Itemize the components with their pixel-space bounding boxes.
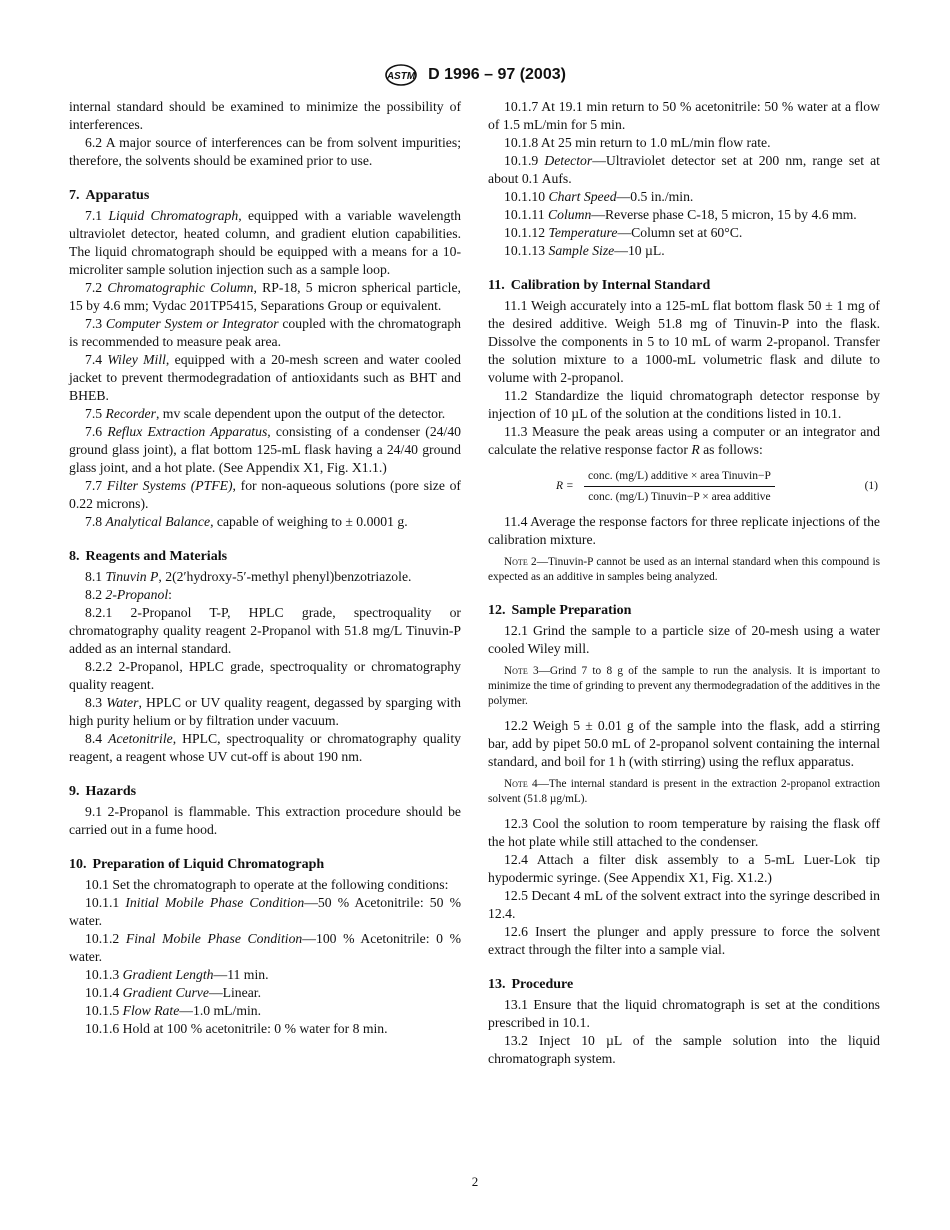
section-title: Hazards (85, 784, 137, 799)
paragraph-lead: 10.1.11 (504, 207, 548, 222)
paragraph-text: , HPLC, spectroquality or chromatography quality reagent, a reagent whose UV cut-off is about 190 nm. (69, 731, 461, 764)
paragraph-text: , capable of weighing to ± 0.0001 g. (210, 514, 408, 529)
note-label: Note (504, 778, 528, 790)
paragraph-text: —1.0 mL/min. (179, 1003, 262, 1018)
paragraph-lead: 7.1 (85, 208, 109, 223)
paragraph-term: Tinuvin P (105, 569, 159, 584)
note-label: Note (504, 556, 528, 568)
paragraph-lead: 10.1.13 (504, 243, 549, 258)
section-heading (69, 548, 461, 566)
paragraph (69, 568, 461, 586)
paragraph-lead: 7.7 (85, 478, 107, 493)
paragraph-text: 8.2.1 2-Propanol T-P, HPLC grade, spectroquality or chromatography quality reagent 2-Propanol with 51.8 mg/L Tinuvin-P added as an internal standard. (69, 605, 461, 656)
paragraph-text: 12.3 Cool the solution to room temperature by raising the flask off the hot plate while still attached to the condenser. (488, 816, 880, 849)
paragraph-lead: 10.1.1 (85, 895, 126, 910)
paragraph-term: Final Mobile Phase Condition (125, 931, 303, 946)
paragraph-text: coupled with the chromatograph is recommended to measure peak area. (69, 316, 462, 349)
paragraph-term: Water (106, 695, 139, 710)
paragraph-lead: 7.8 (85, 514, 106, 529)
paragraph-text: —100 % Acetonitrile: 0 % water. (69, 931, 461, 964)
equation (488, 467, 880, 507)
section-heading (69, 856, 461, 874)
paragraph (488, 513, 880, 549)
svg-text:ASTM: ASTM (386, 71, 416, 82)
paragraph (69, 134, 461, 170)
note (488, 555, 880, 585)
section-number: 10. (69, 857, 87, 872)
paragraph-text: 10.1.6 Hold at 100 % acetonitrile: 0 % water for 8 min. (85, 1021, 388, 1036)
paragraph-lead: 7.4 (85, 352, 108, 367)
paragraph (488, 887, 880, 923)
paragraph-lead: 10.1.10 (504, 189, 549, 204)
paragraph-lead: 11.3 Measure the peak areas using a computer or an integrator and calculate the relative response factor (488, 424, 880, 457)
paragraph-text: 8.2.2 2-Propanol, HPLC grade, spectroquality or chromatography quality reagent. (69, 659, 461, 692)
paragraph-text: , consisting of a condenser (24/40 ground glass joint), a flat bottom 125-mL flask having a 24/40 ground glass joint, and a hot plate. (See Appendix X1, Fig. X1.1.) (69, 424, 462, 475)
paragraph-text: —0.5 in./min. (616, 189, 694, 204)
paragraph (488, 224, 880, 242)
paragraph-text: 12.4 Attach a filter disk assembly to a 5-mL Luer-Lok tip hypodermic syringe. (See Appendix X1, Fig. X1.2.) (488, 852, 880, 885)
paragraph (488, 423, 880, 459)
note-text: 2—Tinuvin-P cannot be used as an internal standard when this compound is expected as an additive in samples being analyzed. (488, 556, 880, 583)
paragraph-text: , equipped with a 20-mesh screen and water cooled jacket to prevent thermodegradation of antioxidants such as BHT and BHEB. (69, 352, 461, 403)
equation-lhs: R = (556, 480, 574, 492)
paragraph-term: Filter Systems (PTFE) (106, 478, 233, 493)
paragraph-term: Wiley Mill (107, 352, 166, 367)
paragraph-text: : (168, 587, 172, 602)
note (488, 777, 880, 807)
paragraph-lead: 7.2 (85, 280, 108, 295)
section-number: 7. (69, 188, 80, 203)
paragraph (488, 815, 880, 851)
paragraph-lead: 8.4 (85, 731, 109, 746)
section-number: 13. (488, 977, 506, 992)
paragraph-term: Reflux Extraction Apparatus (107, 424, 268, 439)
paragraph (69, 730, 461, 766)
paragraph-text: internal standard should be examined to minimize the possibility of interferences. (69, 99, 461, 132)
paragraph (488, 98, 880, 134)
equation-numerator: conc. (mg/L) additive × area Tinuvin−P (584, 467, 775, 487)
paragraph (488, 996, 880, 1032)
paragraph (69, 513, 461, 531)
paragraph-lead: 10.1.3 (85, 967, 123, 982)
section-title: Reagents and Materials (85, 549, 228, 564)
paragraph-term: R (691, 442, 700, 457)
paragraph (488, 387, 880, 423)
paragraph (488, 851, 880, 887)
paragraph-text: 6.2 A major source of interferences can be from solvent impurities; therefore, the solvents should be examined prior to use. (69, 135, 461, 168)
paragraph-term: Initial Mobile Phase Condition (125, 895, 305, 910)
paragraph-text: , mv scale dependent upon the output of the detector. (155, 406, 446, 421)
paragraph-text: 10.1.8 At 25 min return to 1.0 mL/min flow rate. (504, 135, 771, 150)
paragraph (488, 134, 880, 152)
paragraph (488, 923, 880, 959)
paragraph-text: as follows: (699, 442, 763, 457)
paragraph-term: Temperature (548, 225, 618, 240)
paragraph-text: —Linear. (208, 985, 262, 1000)
paragraph (69, 966, 461, 984)
section-title: Preparation of Liquid Chromatograph (92, 857, 325, 872)
paragraph (69, 658, 461, 694)
paragraph (488, 188, 880, 206)
paragraph (488, 242, 880, 260)
note (488, 664, 880, 709)
paragraph (69, 1020, 461, 1038)
page-number: 2 (471, 1174, 479, 1189)
section-title: Sample Preparation (511, 603, 632, 618)
paragraph-term: Gradient Length (122, 967, 214, 982)
paragraph-term: 2-Propanol (105, 587, 169, 602)
paragraph-text: 11.1 Weigh accurately into a 125-mL flat bottom flask 50 ± 1 mg of the desired additive. Weigh 51.8 mg of Tinuvin-P into the flask. Dissolve the components in 5 to 10 mL of warm 2-propanol. Transfer the solution mixture to a 1000-mL volumetric flask and dilute to volume with 2-propanol. (488, 298, 880, 385)
equation-denominator: conc. (mg/L) Tinuvin−P × area additive (588, 491, 771, 503)
paragraph-text: 11.4 Average the response factors for three replicate injections of the calibration mixture. (488, 514, 880, 547)
section-number: 11. (488, 278, 505, 293)
page-header (0, 64, 950, 88)
paragraph-term: Acetonitrile (108, 731, 173, 746)
paragraph-lead: 7.6 (85, 424, 108, 439)
paragraph (69, 315, 461, 351)
paragraph-term: Recorder (105, 406, 156, 421)
note-text: 4—The internal standard is present in the extraction 2-propanol extraction solvent (51.8 µg/mL). (488, 778, 880, 805)
section-number: 9. (69, 784, 80, 799)
paragraph-text: 10.1 Set the chromatograph to operate at the following conditions: (85, 877, 449, 892)
note-label: Note (504, 665, 528, 677)
section-heading (488, 602, 880, 620)
paragraph-lead: 10.1.12 (504, 225, 549, 240)
paragraph-term: Chart Speed (548, 189, 617, 204)
paragraph-lead: 10.1.9 (504, 153, 545, 168)
right-column (488, 98, 880, 1068)
paragraph-text: 12.5 Decant 4 mL of the solvent extract into the syringe described in 12.4. (488, 888, 880, 921)
paragraph-text: 11.2 Standardize the liquid chromatograph detector response by injection of 10 µL of the solution at the conditions listed in 10.1. (488, 388, 880, 421)
paragraph-text: —11 min. (213, 967, 269, 982)
paragraph (69, 604, 461, 658)
paragraph (488, 297, 880, 387)
paragraph-term: Flow Rate (122, 1003, 180, 1018)
paragraph (488, 1032, 880, 1068)
section-number: 8. (69, 549, 80, 564)
paragraph-text: 12.1 Grind the sample to a particle size of 20-mesh using a water cooled Wiley mill. (488, 623, 880, 656)
paragraph (69, 1002, 461, 1020)
paragraph (69, 930, 461, 966)
paragraph-lead: 10.1.5 (85, 1003, 123, 1018)
paragraph (69, 984, 461, 1002)
paragraph-text: , HPLC or UV quality reagent, degassed by sparging with high purity helium or by filtration under vacuum. (69, 695, 461, 728)
paragraph-text: —10 µL. (614, 243, 665, 258)
paragraph (69, 694, 461, 730)
left-column (69, 98, 461, 1038)
paragraph-lead: 10.1.2 (85, 931, 126, 946)
paragraph (69, 98, 461, 134)
paragraph-term: Liquid Chromatograph (108, 208, 239, 223)
paragraph (488, 622, 880, 658)
paragraph-text: —Ultraviolet detector set at 200 nm, range set at about 0.1 Aufs. (488, 153, 880, 186)
paragraph-term: Analytical Balance (105, 514, 211, 529)
equation-fraction (584, 467, 775, 506)
section-number: 12. (488, 603, 506, 618)
paragraph (69, 423, 461, 477)
paragraph (69, 351, 461, 405)
paragraph-text: 10.1.7 At 19.1 min return to 50 % acetonitrile: 50 % water at a flow of 1.5 mL/min for 5 min. (488, 99, 880, 132)
section-heading (488, 277, 880, 295)
paragraph-text: —Column set at 60°C. (617, 225, 743, 240)
paragraph-text: , RP-18, 5 micron spherical particle, 15 by 4.6 mm; Vydac 201TP5415, Separations Group or equivalent. (69, 280, 461, 313)
standard-designation: D 1996 – 97 (2003) (428, 66, 566, 83)
paragraph-lead: 8.2 (85, 587, 106, 602)
paragraph-lead: 7.3 (85, 316, 106, 331)
paragraph-text: —Reverse phase C-18, 5 micron, 15 by 4.6 mm. (591, 207, 857, 222)
paragraph-lead: 8.3 (85, 695, 107, 710)
paragraph (69, 207, 461, 279)
paragraph-term: Chromatographic Column (107, 280, 254, 295)
section-heading (69, 187, 461, 205)
equation-number: (1) (864, 480, 878, 492)
note-text: 3—Grind 7 to 8 g of the sample to run the analysis. It is important to minimize the time of grinding to prevent any thermodegradation of the additives in the polymer. (488, 665, 880, 707)
paragraph-text: , 2(2′hydroxy-5′-methyl phenyl)benzotriazole. (158, 569, 412, 584)
paragraph-term: Sample Size (548, 243, 615, 258)
paragraph-text: , for non-aqueous solutions (pore size of 0.22 microns). (69, 478, 461, 511)
section-heading (488, 976, 880, 994)
paragraph-text: 13.2 Inject 10 µL of the sample solution into the liquid chromatograph system. (488, 1033, 880, 1066)
section-title: Calibration by Internal Standard (510, 278, 711, 293)
paragraph-term: Column (547, 207, 592, 222)
paragraph-lead: 7.5 (85, 406, 106, 421)
section-title: Apparatus (85, 188, 150, 203)
section-title: Procedure (511, 977, 574, 992)
paragraph-term: Computer System or Integrator (105, 316, 279, 331)
paragraph-text: , equipped with a variable wavelength ultraviolet detector, heated column, and gradient elution capabilities. The liquid chromatograph should be equipped with a means for a 10-microliter sample solution injection such as a sample loop. (69, 208, 462, 277)
paragraph-text: 13.1 Ensure that the liquid chromatograph is set at the conditions prescribed in 10.1. (488, 997, 880, 1030)
paragraph (69, 405, 461, 423)
paragraph (69, 477, 461, 513)
paragraph (488, 717, 880, 771)
paragraph (69, 586, 461, 604)
paragraph (69, 876, 461, 894)
paragraph-term: Detector (544, 153, 593, 168)
paragraph (69, 803, 461, 839)
paragraph-term: Gradient Curve (122, 985, 209, 1000)
paragraph (488, 152, 880, 188)
paragraph-lead: 10.1.4 (85, 985, 123, 1000)
paragraph (69, 279, 461, 315)
paragraph-text: 9.1 2-Propanol is flammable. This extraction procedure should be carried out in a fume hood. (69, 804, 461, 837)
paragraph (488, 206, 880, 224)
section-heading (69, 783, 461, 801)
astm-logo-icon (384, 64, 418, 86)
paragraph (69, 894, 461, 930)
paragraph-text: 12.6 Insert the plunger and apply pressure to force the solvent extract through the filter into a sample vial. (488, 924, 880, 957)
paragraph-lead: 8.1 (85, 569, 106, 584)
paragraph-text: 12.2 Weigh 5 ± 0.01 g of the sample into the flask, add a stirring bar, add by pipet 50.0 mL of 2-propanol solvent containing the internal standard, and boil for 1 h (with stirring) using the reflux apparatus. (488, 718, 880, 769)
paragraph-text: —50 % Acetonitrile: 50 % water. (69, 895, 461, 928)
